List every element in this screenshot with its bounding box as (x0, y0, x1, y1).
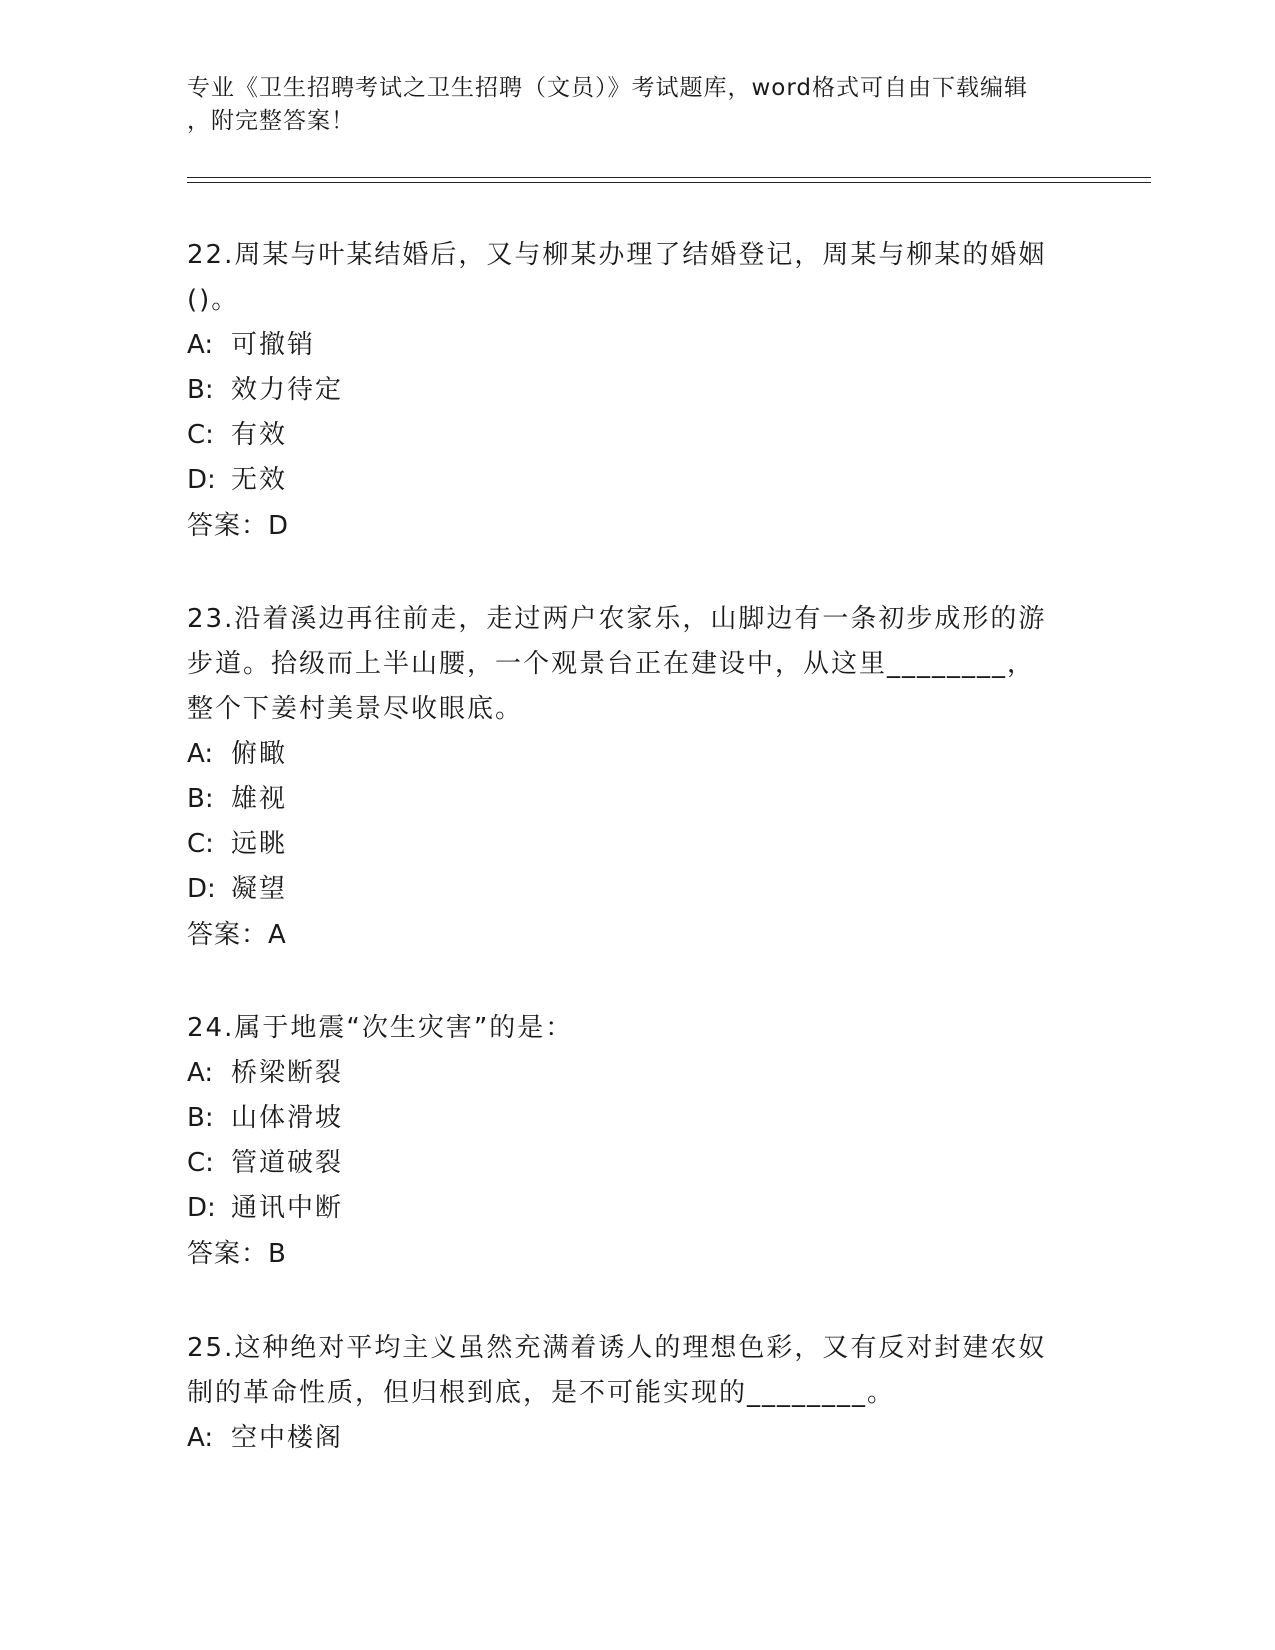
option-text: 可撤销 (231, 330, 316, 360)
option-text: 远眺 (231, 829, 288, 859)
option-d (187, 867, 1077, 912)
question-stem-line: 22.周某与叶某结婚后，又与柳某办理了结婚登记，周某与柳某的婚姻 (187, 240, 1047, 270)
option-c (187, 1141, 1077, 1186)
option-label: C: (187, 1148, 214, 1178)
option-label: C: (187, 420, 214, 450)
answer-line: 答案：B (187, 1239, 287, 1269)
option-text: 效力待定 (231, 375, 344, 405)
option-label: B: (187, 375, 214, 405)
option-text: 山体滑坡 (231, 1103, 344, 1133)
option-b (187, 368, 1077, 413)
option-label: A: (187, 330, 214, 360)
option-d (187, 458, 1077, 503)
option-label: D: (187, 465, 216, 495)
option-text: 凝望 (231, 874, 288, 904)
option-text: 雄视 (231, 784, 288, 814)
answer-line: 答案：D (187, 511, 290, 541)
option-text: 空中楼阁 (231, 1423, 344, 1453)
option-a (187, 1416, 1077, 1461)
header-divider-bottom (187, 182, 1151, 183)
option-label: D: (187, 1193, 216, 1223)
question-stem-line: 整个下姜村美景尽收眼底。 (187, 694, 524, 724)
option-label: B: (187, 1103, 214, 1133)
question-23 (187, 597, 1077, 958)
header-line-2: ，附完整答案！ (187, 108, 355, 134)
option-label: A: (187, 739, 214, 769)
option-label: A: (187, 1423, 214, 1453)
option-a (187, 732, 1077, 777)
option-a (187, 1051, 1077, 1096)
option-label: A: (187, 1058, 214, 1088)
answer-line: 答案：A (187, 920, 287, 950)
option-text: 桥梁断裂 (231, 1058, 344, 1088)
option-text: 有效 (231, 420, 288, 450)
option-text: 通讯中断 (231, 1193, 344, 1223)
option-text: 管道破裂 (231, 1148, 344, 1178)
header-line-1: 专业《卫生招聘考试之卫生招聘（文员）》考试题库，word格式可自由下载编辑 (187, 75, 1029, 101)
option-c (187, 822, 1077, 867)
document-header (187, 72, 1067, 138)
option-text: 俯瞰 (231, 739, 288, 769)
question-stem-line: 制的革命性质，但归根到底，是不可能实现的________。 (187, 1378, 896, 1408)
option-d (187, 1186, 1077, 1231)
option-b (187, 777, 1077, 822)
question-24 (187, 1006, 1077, 1277)
question-22 (187, 233, 1077, 549)
question-stem-line: 25.这种绝对平均主义虽然充满着诱人的理想色彩，又有反对封建农奴 (187, 1333, 1047, 1363)
question-25 (187, 1326, 1077, 1461)
option-label: B: (187, 784, 214, 814)
option-b (187, 1096, 1077, 1141)
option-label: C: (187, 829, 214, 859)
question-stem-line: ()。 (187, 285, 240, 315)
option-label: D: (187, 874, 216, 904)
option-c (187, 413, 1077, 458)
question-stem-line: 步道。拾级而上半山腰，一个观景台正在建设中，从这里________， (187, 649, 1036, 679)
option-text: 无效 (231, 465, 288, 495)
header-divider-top (187, 177, 1151, 178)
question-stem-line: 24.属于地震“次生灾害”的是： (187, 1013, 574, 1043)
question-stem-line: 23.沿着溪边再往前走，走过两户农家乐，山脚边有一条初步成形的游 (187, 604, 1047, 634)
option-a (187, 323, 1077, 368)
